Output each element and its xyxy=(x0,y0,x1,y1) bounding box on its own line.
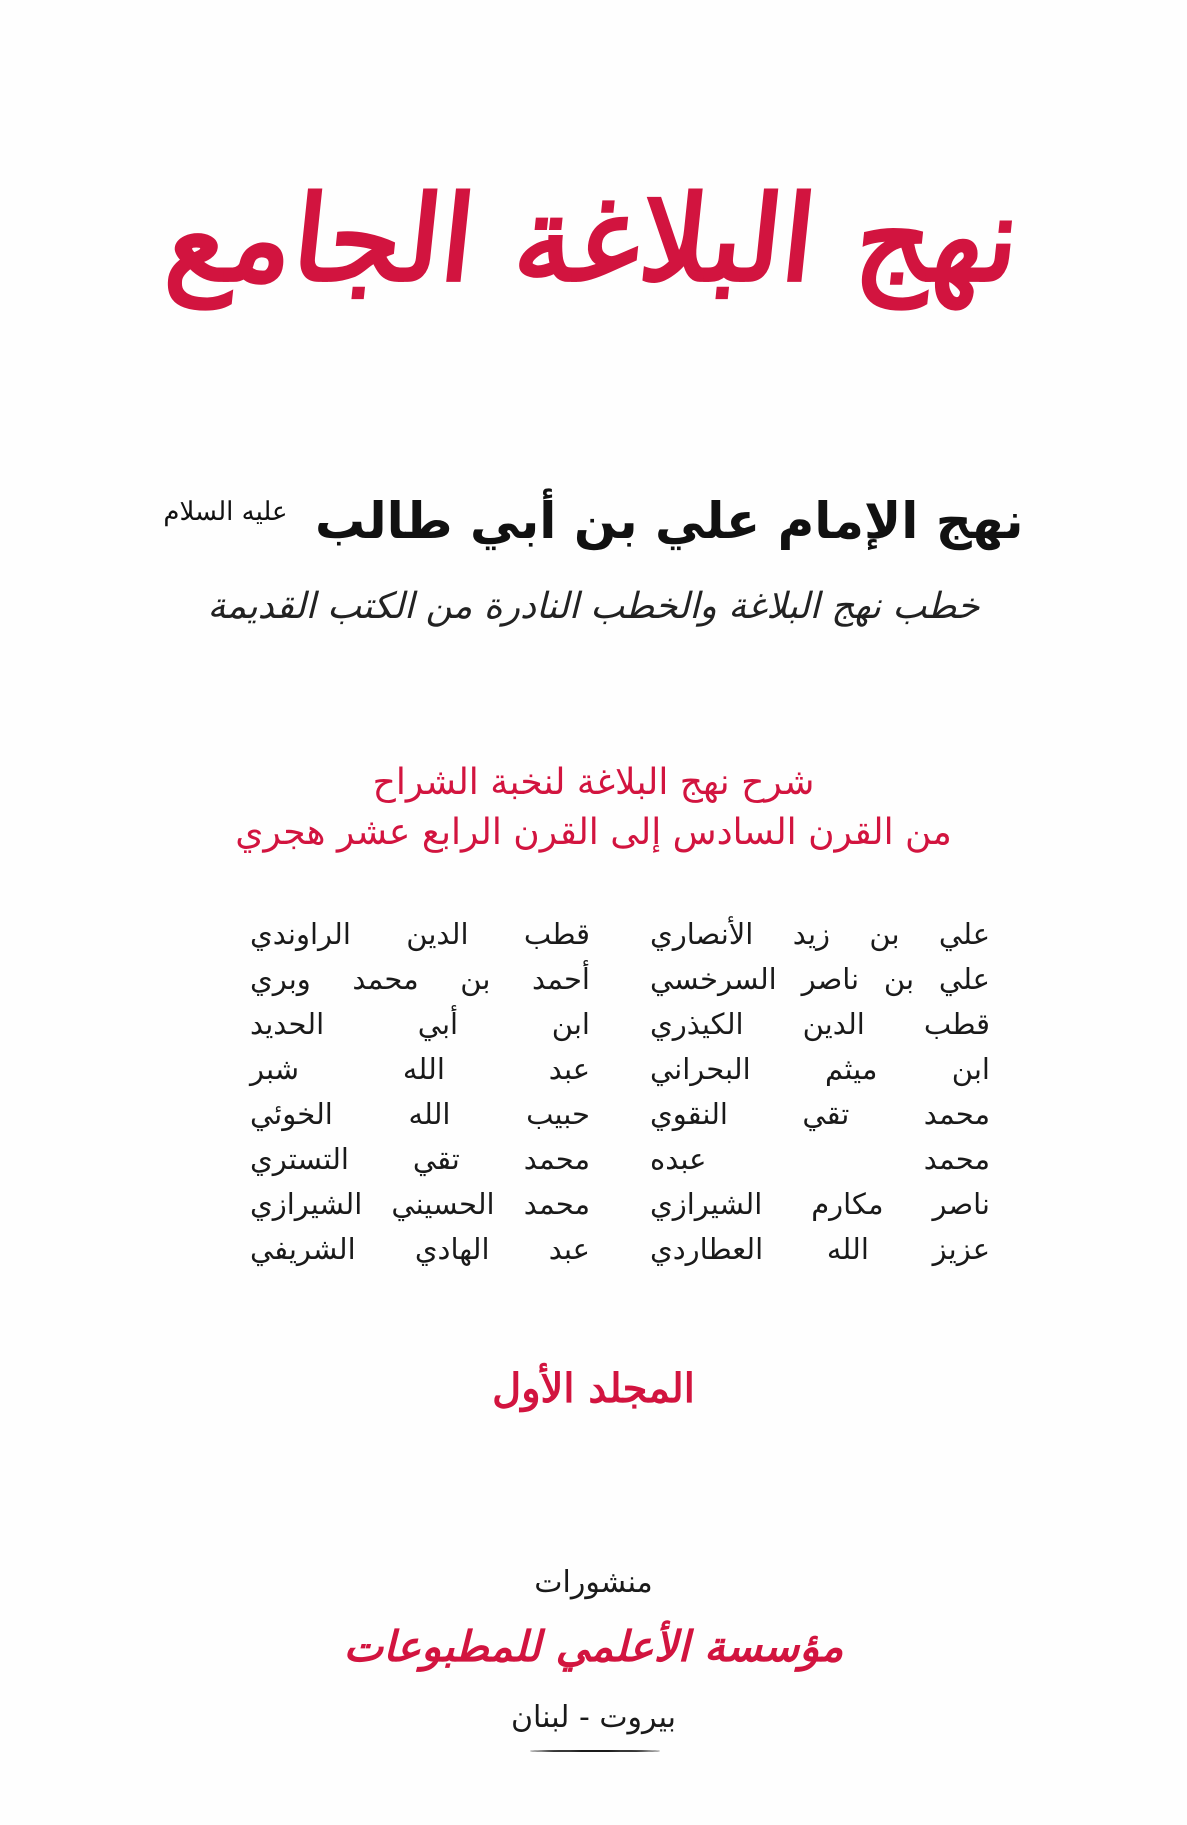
author-name: ناصر مكارم الشيرازي xyxy=(650,1187,990,1221)
publisher-label: منشورات xyxy=(534,1565,653,1600)
author-name: علي بن ناصر السرخسي xyxy=(650,962,990,996)
author-name: ابن أبي الحديد xyxy=(250,1007,590,1041)
authors-column-right xyxy=(650,912,990,1272)
book-tagline: خطب نهج البلاغة والخطب النادرة من الكتب القديمة xyxy=(207,586,980,627)
author-name: محمد الحسيني الشيرازي xyxy=(250,1187,590,1221)
volume-label: المجلد الأول xyxy=(492,1365,695,1412)
commentary-description xyxy=(0,758,1187,858)
location-underline-divider xyxy=(530,1750,660,1752)
author-name: محمد تقي النقوي xyxy=(650,1097,990,1131)
author-name: أحمد بن محمد وبري xyxy=(250,962,590,996)
publisher-name: مؤسسة الأعلمي للمطبوعات xyxy=(343,1622,844,1671)
commentators-list xyxy=(250,912,990,1272)
author-name: قطب الدين الراوندي xyxy=(250,917,590,951)
authors-column-left xyxy=(250,912,590,1272)
author-name: عبد الله شبر xyxy=(250,1052,590,1086)
book-subtitle xyxy=(0,492,1187,550)
author-name: محمد عبده xyxy=(650,1142,990,1176)
author-name: عزيز الله العطاردي xyxy=(650,1232,990,1266)
commentary-line-1: شرح نهج البلاغة لنخبة الشراح xyxy=(372,762,815,803)
book-title: نهج البلاغة الجامع xyxy=(160,169,1027,308)
author-name: ابن ميثم البحراني xyxy=(650,1052,990,1086)
subtitle-text: نهج الإمام علي بن أبي طالب xyxy=(314,492,1024,550)
honorific-text: عليه السلام xyxy=(163,497,288,528)
author-name: حبيب الله الخوئي xyxy=(250,1097,590,1131)
author-name: قطب الدين الكيذري xyxy=(650,1007,990,1041)
publisher-location: بيروت - لبنان xyxy=(511,1700,676,1735)
commentary-line-2: من القرن السادس إلى القرن الرابع عشر هجري xyxy=(235,812,952,853)
author-name: علي بن زيد الأنصاري xyxy=(650,917,990,951)
author-name: محمد تقي التستري xyxy=(250,1142,590,1176)
author-name: عبد الهادي الشريفي xyxy=(250,1232,590,1266)
